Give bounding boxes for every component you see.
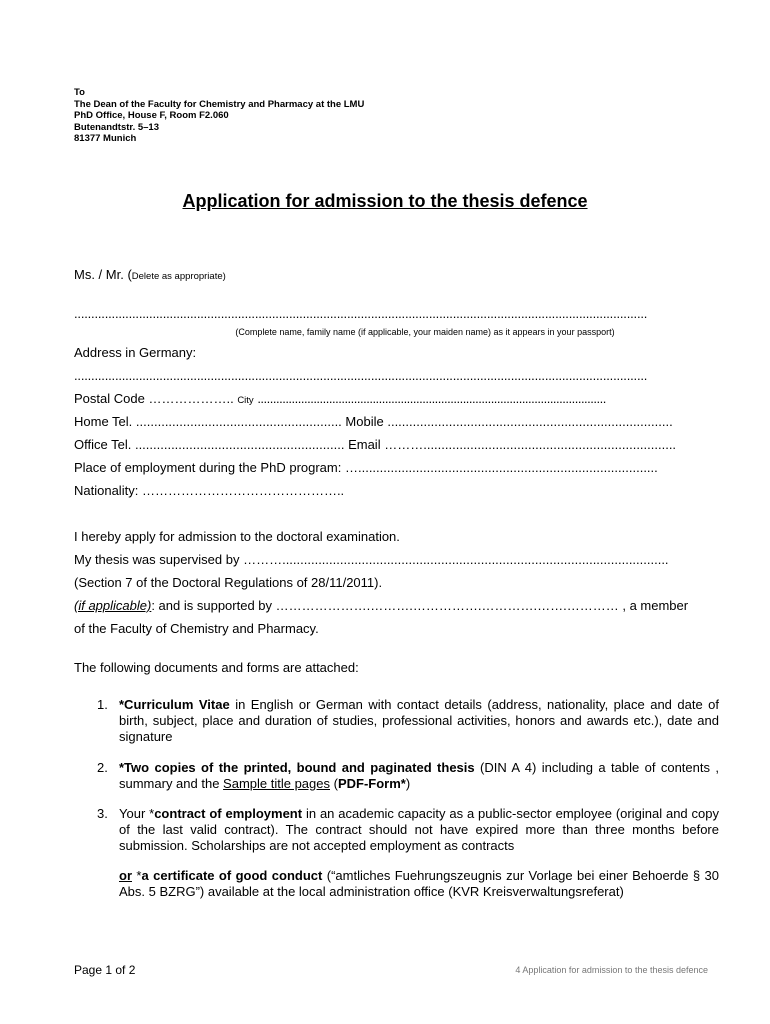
paren-close: ) bbox=[405, 776, 411, 791]
faculty-line: of the Faculty of Chemistry and Pharmacy. bbox=[74, 621, 319, 636]
apply-statement: I hereby apply for admission to the doctoral examination. bbox=[74, 529, 400, 544]
list-item bbox=[97, 697, 719, 745]
nationality-field[interactable]: ……………………………………….. bbox=[141, 483, 345, 498]
item-text bbox=[119, 760, 719, 792]
paren-open: ( bbox=[330, 776, 338, 791]
list-item bbox=[97, 760, 719, 792]
item-prefix: * bbox=[132, 868, 142, 883]
address-label: Address in Germany: bbox=[74, 345, 197, 360]
item-body: (DIN A 4) including a table of contents , summary and the bbox=[119, 760, 719, 791]
address-field[interactable]: ........................................................................................................................................................................ bbox=[74, 368, 648, 383]
recipient-line: Butenandtstr. 5–13 bbox=[74, 121, 159, 133]
pdf-form-link[interactable]: PDF-Form* bbox=[337, 776, 406, 791]
employment-label: Place of employment during the PhD program: bbox=[74, 460, 342, 475]
document-title: Application for admission to the thesis defence bbox=[182, 191, 588, 211]
item-bold: *Two copies of the printed, bound and paginated thesis bbox=[119, 760, 475, 775]
city-label: City bbox=[237, 395, 254, 406]
postal-label: Postal Code bbox=[74, 391, 145, 406]
nationality-line bbox=[74, 483, 344, 499]
employment-line bbox=[74, 460, 658, 476]
if-applicable-label: (if applicable) bbox=[74, 598, 152, 613]
salutation-line bbox=[74, 267, 226, 285]
item-number: 1. bbox=[97, 697, 108, 712]
postal-field[interactable]: ……………….. bbox=[148, 391, 234, 406]
mobile-label: Mobile bbox=[345, 414, 384, 429]
item-body: in an academic capacity as a public-sector employee (original and copy of the last valid contract). The contract should not have expired more than three months before submission. Scholarships are not accepted employment as contracts bbox=[119, 806, 719, 853]
recipient-line: The Dean of the Faculty for Chemistry and Pharmacy at the LMU bbox=[74, 98, 365, 110]
home-tel-label: Home Tel. bbox=[74, 414, 133, 429]
office-tel-field[interactable]: .......................................................... bbox=[134, 437, 345, 452]
supervised-label: My thesis was supervised by bbox=[74, 552, 240, 567]
item-prefix: Your * bbox=[119, 806, 155, 821]
recipient-address bbox=[74, 87, 364, 145]
item-bold: a certificate of good conduct bbox=[141, 868, 323, 883]
supported-label: : and is supported by bbox=[151, 598, 273, 613]
item-text bbox=[119, 868, 719, 900]
name-field[interactable]: ........................................................................................................................................................................ bbox=[74, 306, 648, 321]
list-item-continuation bbox=[97, 868, 719, 900]
footer-document-name: 4 Application for admission to the thesis defence bbox=[515, 965, 708, 975]
page-number: Page 1 of 2 bbox=[74, 963, 136, 977]
item-number: 2. bbox=[97, 760, 108, 775]
supervised-line bbox=[74, 552, 669, 568]
home-tel-field[interactable]: ......................................................... bbox=[135, 414, 342, 429]
supported-end: , a member bbox=[622, 598, 689, 613]
item-text bbox=[119, 806, 719, 854]
email-field[interactable]: ………...................................................................... bbox=[384, 437, 677, 452]
supporter-field[interactable]: ………………….……….…………….………….…….………… bbox=[275, 598, 619, 613]
sample-title-pages-link[interactable]: Sample title pages bbox=[223, 776, 330, 791]
city-field[interactable]: ................................................................................................................ bbox=[257, 391, 606, 406]
attached-heading: The following documents and forms are attached: bbox=[74, 660, 359, 675]
recipient-line: 81377 Munich bbox=[74, 133, 137, 145]
item-bold: contract of employment bbox=[154, 806, 303, 821]
employment-field[interactable]: …................................................................................... bbox=[344, 460, 658, 475]
nationality-label: Nationality: bbox=[74, 483, 139, 498]
mobile-field[interactable]: ............................................................................... bbox=[387, 414, 673, 429]
name-caption: (Complete name, family name (if applicable, your maiden name) as it appears in your passport) bbox=[235, 327, 615, 337]
office-tel-label: Office Tel. bbox=[74, 437, 132, 452]
section-reference: (Section 7 of the Doctoral Regulations of 28/11/2011). bbox=[74, 575, 383, 590]
item-body: (“amtliches Fuehrungszeugnis zur Vorlage bei einer Behoerde § 30 Abs. 5 BZRG”) available at the local administration office (KVR Kreisverwaltungsreferat) bbox=[119, 868, 720, 899]
supported-line bbox=[74, 598, 688, 614]
item-number: 3. bbox=[97, 806, 108, 821]
item-bold: *Curriculum Vitae bbox=[119, 697, 230, 712]
item-text bbox=[119, 697, 719, 745]
salutation-note: Delete as appropriate) bbox=[131, 271, 226, 282]
recipient-line: To bbox=[74, 87, 85, 98]
supervisor-field[interactable]: ………........................................................................................................... bbox=[243, 552, 669, 567]
or-label: or bbox=[119, 868, 132, 883]
recipient-line: PhD Office, House F, Room F2.060 bbox=[74, 110, 229, 122]
salutation-label: Ms. / Mr. ( bbox=[74, 267, 132, 282]
home-tel-line bbox=[74, 414, 673, 430]
office-tel-line bbox=[74, 437, 676, 453]
email-label: Email bbox=[348, 437, 381, 452]
item-body: in English or German with contact details (address, nationality, place and date of birth, subject, place and duration of studies, professional activities, honors and awards etc.), date and signature bbox=[119, 697, 720, 744]
list-item bbox=[97, 806, 719, 854]
postal-line bbox=[74, 391, 606, 409]
